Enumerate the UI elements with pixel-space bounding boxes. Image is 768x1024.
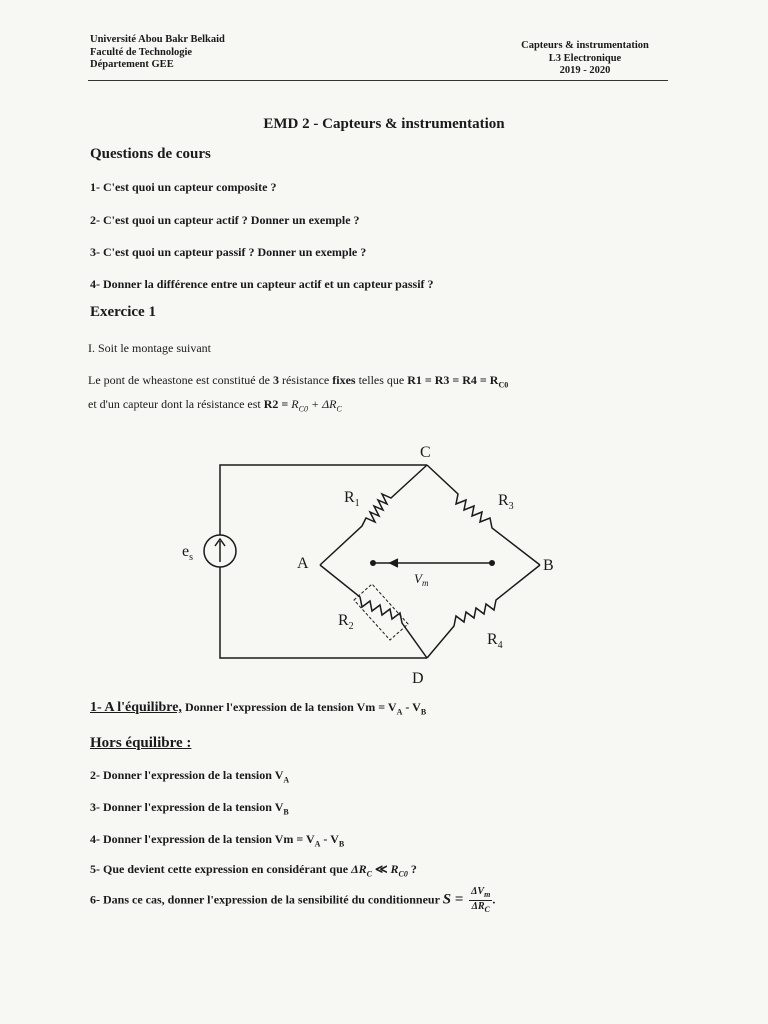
line1-eq: $R1 = R3 = R4 = R_{C0}$ [407, 373, 509, 390]
question-hors-2: 2- Donner l'expression de la tension $V_A$ [90, 768, 290, 785]
r2-label: $R_2$ [338, 612, 354, 632]
node-d-label: D [412, 670, 424, 687]
department-name: Département GEE [90, 59, 174, 70]
es-label: $e_s$ [182, 543, 194, 563]
question-1: 1- C'est quoi un capteur composite ? [90, 180, 277, 194]
question-4: 4- Donner la différence entre un capteur actif et un capteur passif ? [90, 277, 434, 291]
node-dot-right [489, 560, 495, 566]
r3-label: $R_3$ [498, 492, 514, 512]
section-questions-cours: Questions de cours [90, 146, 211, 162]
resistor-r4 [427, 565, 540, 658]
exam-title: EMD 2 - Capteurs & instrumentation [263, 116, 505, 132]
resistor-r1 [320, 465, 427, 565]
exercise-intro: I. Soit le montage suivant [88, 341, 211, 355]
class-level: L3 Electronique [548, 52, 622, 64]
line1-num: 3 [272, 373, 279, 387]
node-dot-left [370, 560, 376, 566]
question-hors-3: 3- Donner l'expression de la tension $V_B$ [90, 800, 289, 817]
sensitivity-fraction: $\frac{\Delta V_m}{\Delta R_C}$ [471, 886, 491, 914]
resistor-r3 [427, 465, 540, 565]
node-b-label: B [543, 557, 554, 574]
question-3: 3- C'est quoi un capteur passif ? Donner un exemple ? [90, 245, 367, 259]
question-hors-4: 4- Donner l'expression de la tension $Vm = V_A - V_B$ [90, 832, 345, 849]
line2-pre: et d'un capteur dont la résistance est [88, 397, 264, 411]
academic-year: 2019 - 2020 [559, 65, 611, 76]
course-name: Capteurs & instrumentation [521, 40, 649, 51]
line1-mid: résistance [278, 373, 333, 387]
university-name: Université Abou Bakr Belkaid [90, 34, 225, 45]
section-exercice-1: Exercice 1 [90, 304, 156, 320]
line1-post: telles que [355, 373, 408, 387]
question-2: 2- C'est quoi un capteur actif ? Donner un exemple ? [90, 213, 360, 227]
section-hors-equilibre: Hors équilibre : [90, 735, 192, 751]
equilibre-question: 1- A l'équilibre, Donner l'expression de la tension $Vm = V_A - V_B$ [90, 700, 427, 717]
line1-fixes: fixes [332, 373, 356, 387]
wire-bottom [220, 567, 427, 658]
r1-label: $R_1$ [344, 489, 360, 509]
r4-label: $R_4$ [487, 631, 503, 651]
line2-rc0: $R_{C0}$ [291, 397, 308, 414]
node-a-label: A [297, 555, 309, 572]
faculty-name: Faculté de Technologie [90, 46, 193, 58]
wire-top [220, 465, 427, 535]
node-c-label: C [420, 444, 431, 461]
line2-eq: R2 = [263, 397, 292, 411]
vm-label: $V_m$ [414, 571, 429, 588]
question-hors-5: 5- Que devient cette expression en considérant que $\Delta R_C$ ≪ $R_{C0}$ ? [90, 862, 417, 879]
line2-delta: + $\Delta R_C$ [307, 397, 342, 414]
question-hors-6: 6- Dans ce cas, donner l'expression de la sensibilité du conditionneur S = $\frac{\Delta V_m}{\Delta R_C}$ . [90, 886, 496, 914]
line1-pre: Le pont de wheastone est constitué de [88, 373, 273, 387]
equilibre-label: 1- A l'équilibre, [90, 700, 182, 715]
resistor-r2 [320, 565, 427, 658]
